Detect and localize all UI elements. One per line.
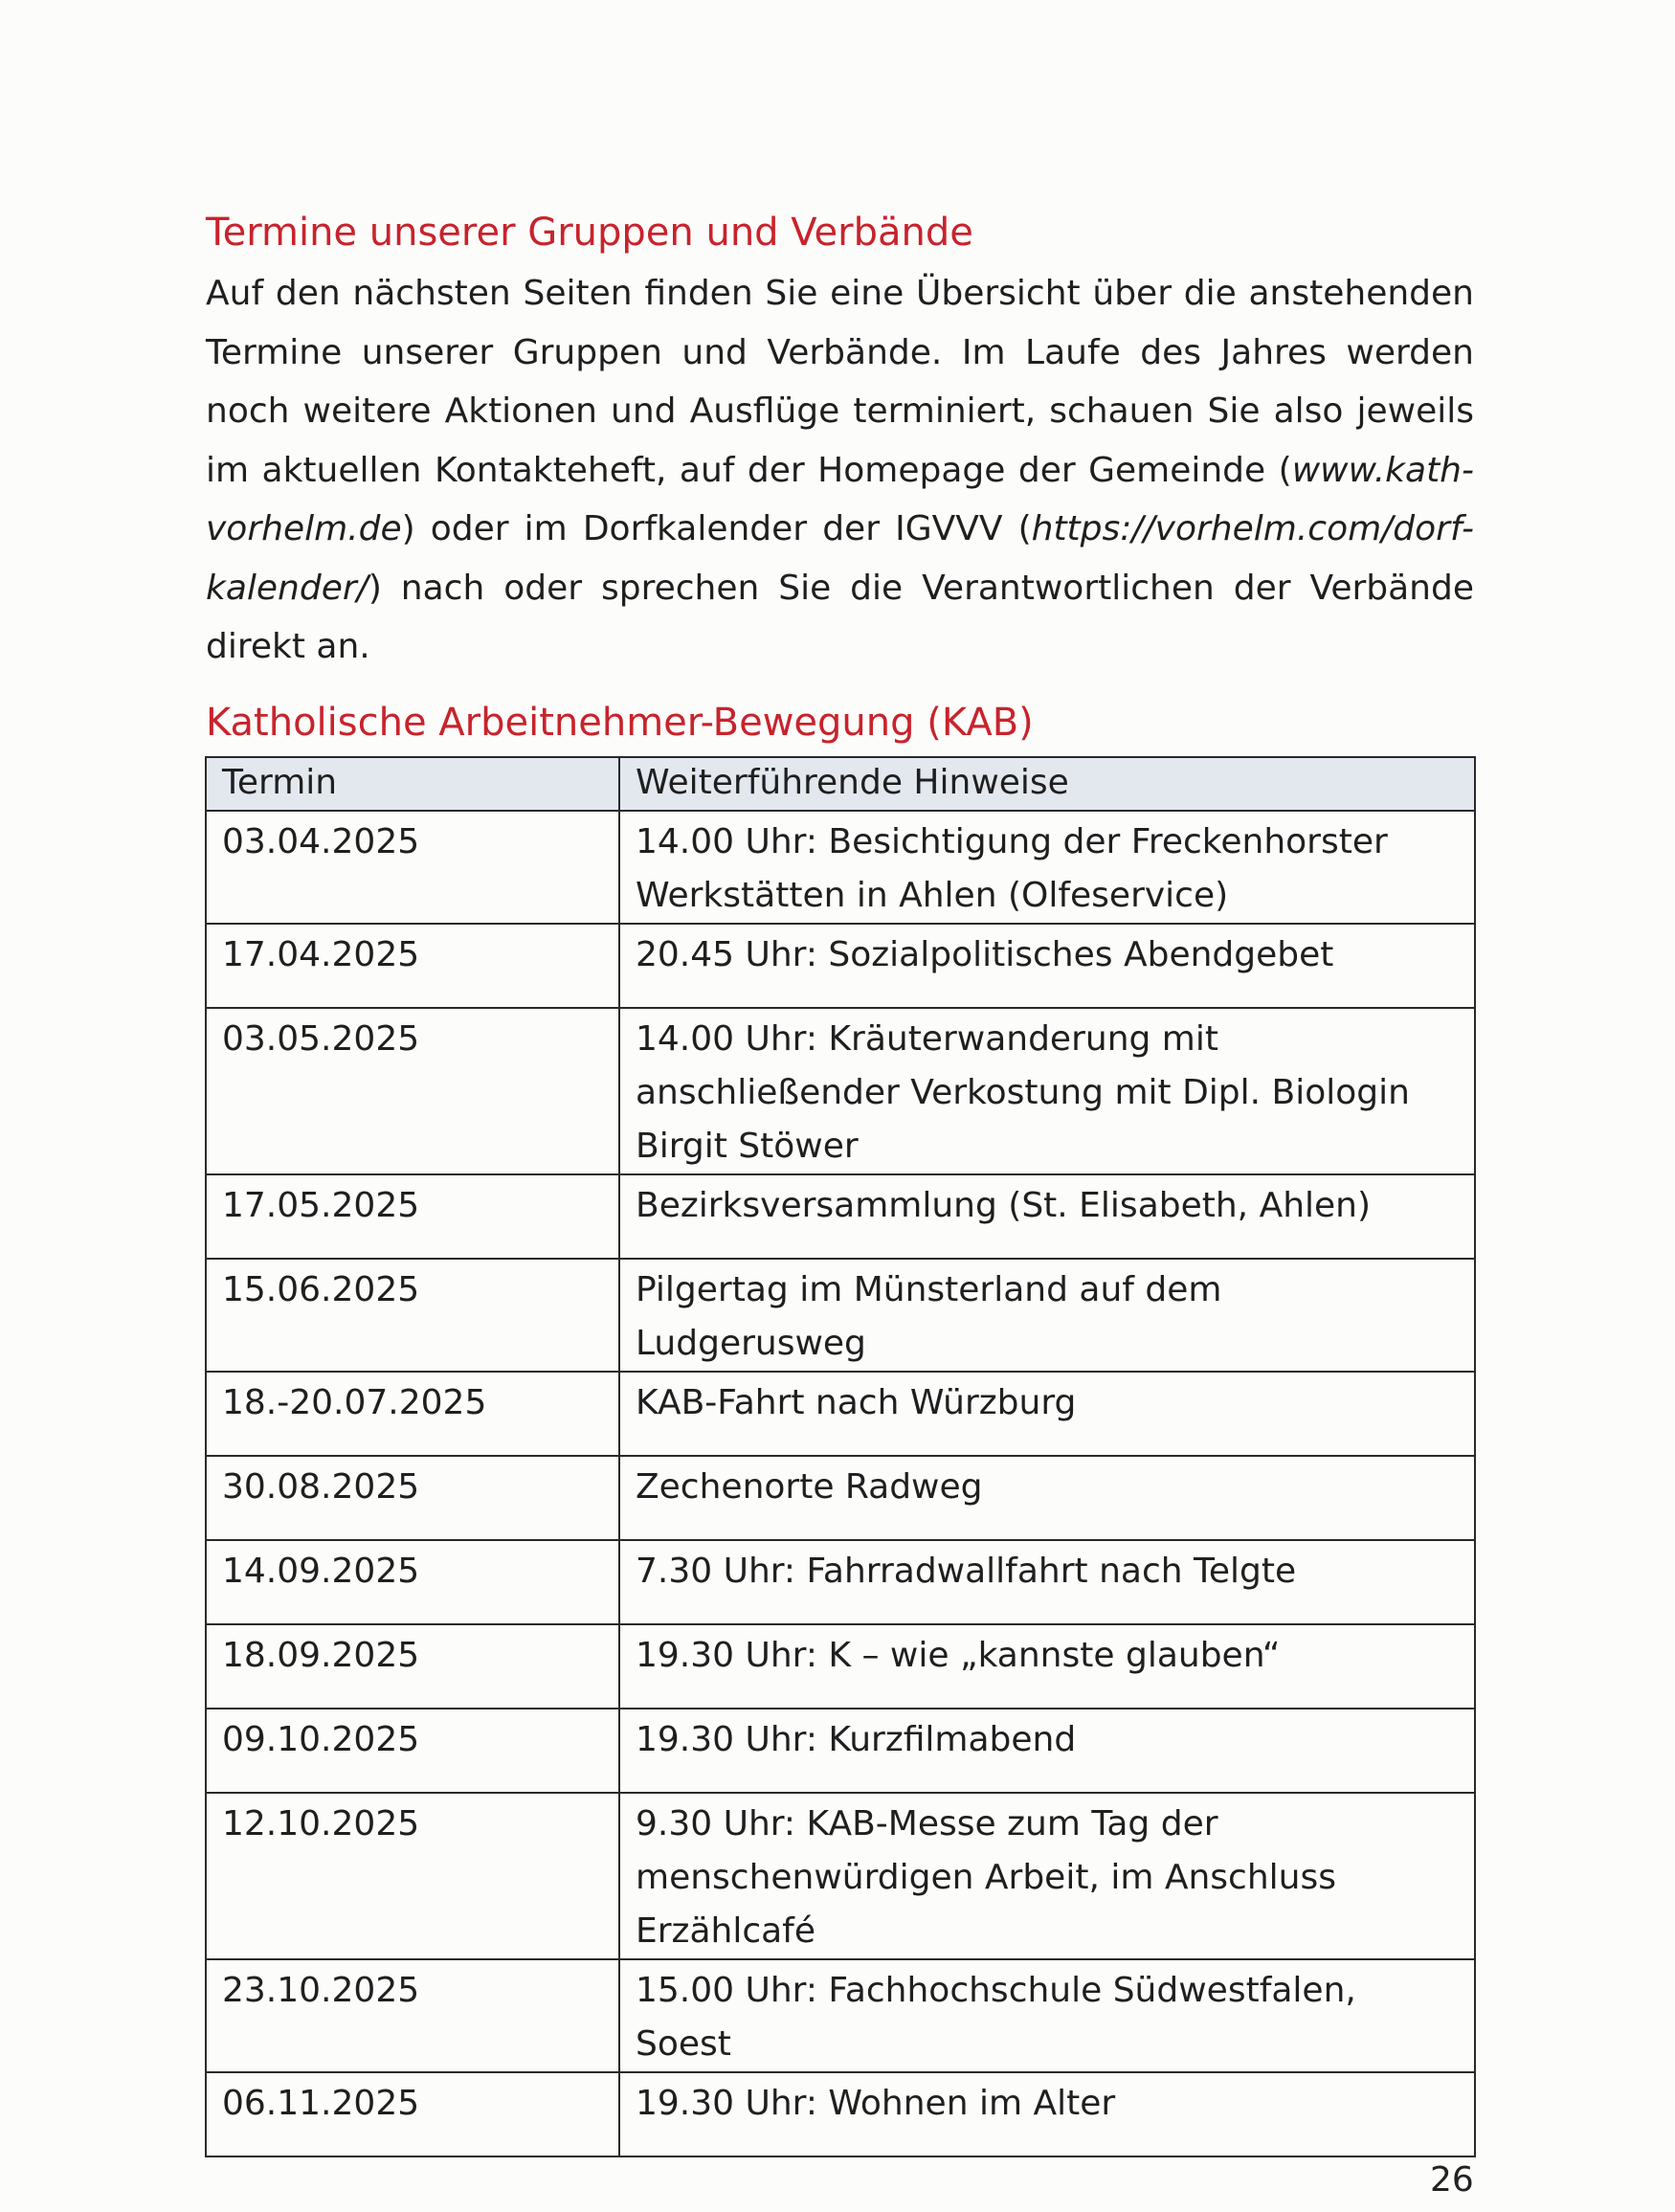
note-cell: 14.00 Uhr: Kräuterwanderung mit anschließender Verkostung mit Dipl. Biologin Birgit Stöwer (619, 1008, 1475, 1174)
table-row (206, 1008, 1475, 1174)
intro-text: ) oder im Dorfkalender der IGVVV ( (401, 509, 1032, 548)
table-row (206, 1372, 1475, 1456)
page-number: 26 (1430, 2160, 1474, 2200)
table-row (206, 1709, 1475, 1793)
date-cell: 18.09.2025 (206, 1624, 619, 1709)
note-cell: 9.30 Uhr: KAB-Messe zum Tag der menschenwürdigen Arbeit, im Anschluss Erzählcafé (619, 1793, 1475, 1959)
kab-schedule-table (205, 756, 1476, 2157)
note-cell: Pilgertag im Münsterland auf dem Ludgerusweg (619, 1259, 1475, 1372)
table-row (206, 1174, 1475, 1259)
column-header-date: Termin (206, 757, 619, 811)
parish-website-link[interactable]: www.kath-vorhelm.de (206, 450, 1474, 548)
note-cell: 19.30 Uhr: K – wie „kannste glauben“ (619, 1624, 1475, 1709)
table-row (206, 1259, 1475, 1372)
date-cell: 03.05.2025 (206, 1008, 619, 1174)
date-cell: 18.-20.07.2025 (206, 1372, 619, 1456)
table-row (206, 1456, 1475, 1540)
note-cell: 20.45 Uhr: Sozialpolitisches Abendgebet (619, 924, 1475, 1008)
note-cell: 19.30 Uhr: Kurzfilmabend (619, 1709, 1475, 1793)
date-cell: 30.08.2025 (206, 1456, 619, 1540)
date-cell: 06.11.2025 (206, 2072, 619, 2156)
table-header-row (206, 757, 1475, 811)
note-cell: 19.30 Uhr: Wohnen im Alter (619, 2072, 1475, 2156)
intro-paragraph (206, 264, 1474, 677)
note-cell: 15.00 Uhr: Fachhochschule Südwestfalen, Soest (619, 1959, 1475, 2072)
date-cell: 09.10.2025 (206, 1709, 619, 1793)
table-row (206, 924, 1475, 1008)
table-row (206, 1793, 1475, 1959)
kab-title: Katholische Arbeitnehmer-Bewegung (KAB) (206, 701, 1034, 745)
date-cell: 23.10.2025 (206, 1959, 619, 2072)
table-row (206, 811, 1475, 924)
intro-text: ) nach oder sprechen Sie die Verantwortlichen der Verbände direkt an. (206, 568, 1474, 666)
date-cell: 17.05.2025 (206, 1174, 619, 1259)
date-cell: 03.04.2025 (206, 811, 619, 924)
village-calendar-link[interactable]: https://vorhelm.com/dorf-kalender/ (206, 509, 1474, 608)
column-header-notes: Weiterführende Hinweise (619, 757, 1475, 811)
note-cell: Bezirksversammlung (St. Elisabeth, Ahlen) (619, 1174, 1475, 1259)
date-cell: 14.09.2025 (206, 1540, 619, 1624)
date-cell: 17.04.2025 (206, 924, 619, 1008)
date-cell: 12.10.2025 (206, 1793, 619, 1959)
date-cell: 15.06.2025 (206, 1259, 619, 1372)
note-cell: KAB-Fahrt nach Würzburg (619, 1372, 1475, 1456)
table-row (206, 1624, 1475, 1709)
note-cell: 14.00 Uhr: Besichtigung der Freckenhorster Werkstätten in Ahlen (Olfeservice) (619, 811, 1475, 924)
note-cell: Zechenorte Radweg (619, 1456, 1475, 1540)
intro-text: Auf den nächsten Seiten finden Sie eine Übersicht über die anstehenden Termine unserer Gruppen und Verbände. Im Laufe des Jahres werden noch weitere Aktionen und Ausflüge terminiert, schauen Sie also jeweils im aktuellen Kontakteheft, auf der Homepage der Gemeinde ( (206, 274, 1474, 490)
table-row (206, 1959, 1475, 2072)
table-row (206, 2072, 1475, 2156)
table-row (206, 1540, 1475, 1624)
section-title: Termine unserer Gruppen und Verbände (206, 211, 973, 255)
note-cell: 7.30 Uhr: Fahrradwallfahrt nach Telgte (619, 1540, 1475, 1624)
